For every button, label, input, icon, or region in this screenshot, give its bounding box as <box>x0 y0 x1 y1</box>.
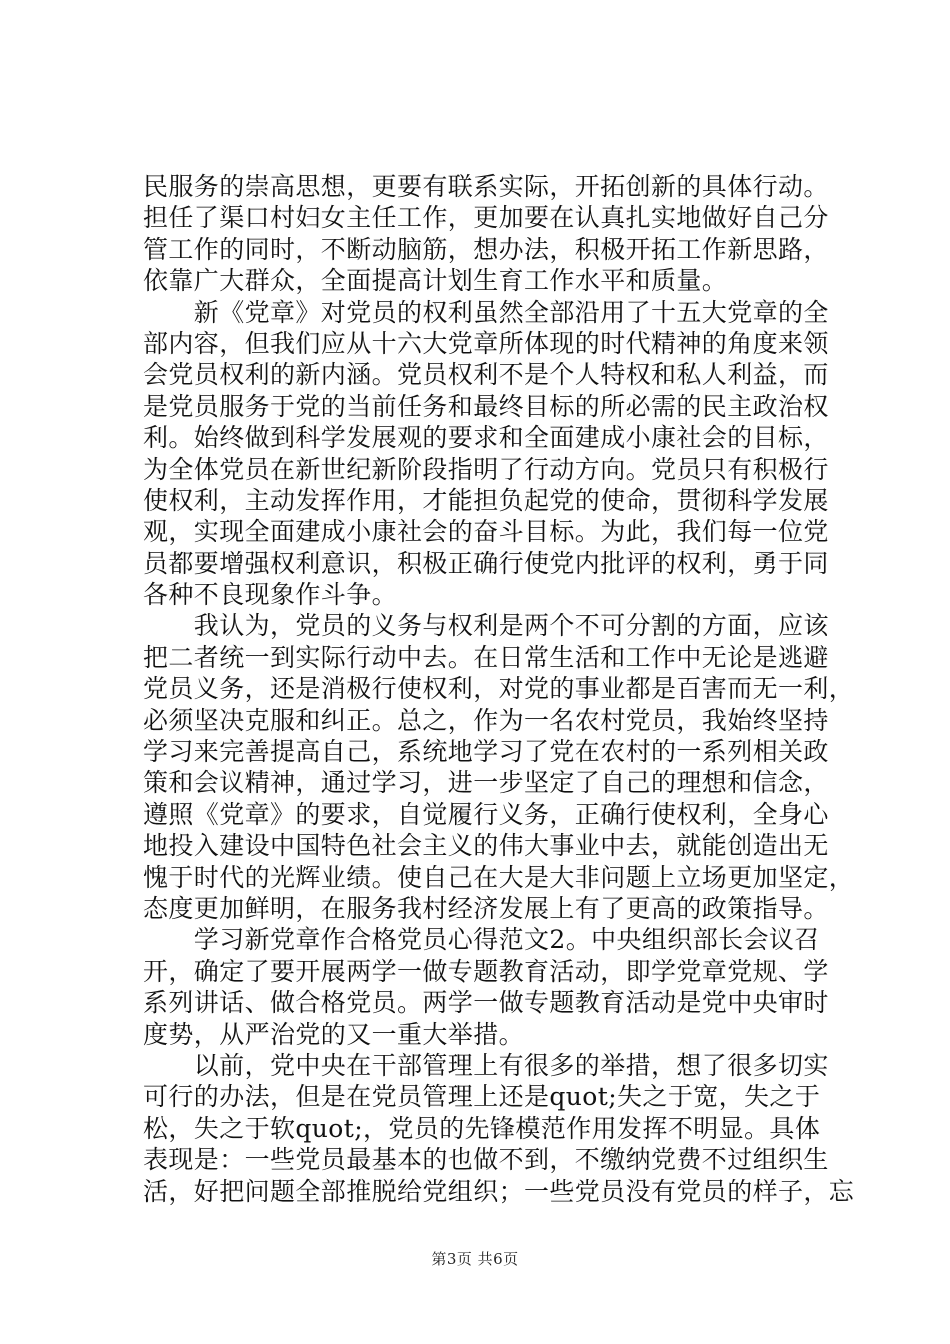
text-line: 遵照《党章》的要求，自觉履行义务，正确行使权利，全身心 <box>143 799 829 829</box>
text-line: 为全体党员在新世纪新阶段指明了行动方向。党员只有积极行 <box>143 454 829 484</box>
text-line: 利。始终做到科学发展观的要求和全面建成小康社会的目标， <box>143 423 829 453</box>
text-line: 是党员服务于党的当前任务和最终目标的所必需的民主政治权 <box>143 391 829 421</box>
text-line: 担任了渠口村妇女主任工作，更加要在认真扎实地做好自己分 <box>143 203 829 233</box>
text-line: 员都要增强权利意识，积极正确行使党内批评的权利，勇于同 <box>143 548 829 578</box>
text-line: 部内容，但我们应从十六大党章所体现的时代精神的角度来领 <box>143 328 829 358</box>
text-line: 态度更加鲜明，在服务我村经济发展上有了更高的政策指导。 <box>143 893 829 923</box>
text-line: 民服务的崇高思想，更要有联系实际，开拓创新的具体行动。 <box>143 172 829 201</box>
page-number-footer: 第3页 共6页 <box>431 1250 519 1268</box>
text-line: 学习来完善提高自己，系统地学习了党在农村的一系列相关政 <box>143 737 829 767</box>
text-line: 地投入建设中国特色社会主义的伟大事业中去，就能创造出无 <box>143 831 829 861</box>
body-text <box>143 171 855 1207</box>
text-line: 以前，党中央在干部管理上有很多的举措，想了很多切实 <box>143 1050 829 1080</box>
text-line: 愧于时代的光辉业绩。使自己在大是大非问题上立场更加坚定， <box>143 862 855 892</box>
text-line: 使权利，主动发挥作用，才能担负起党的使命，贯彻科学发展 <box>143 485 829 515</box>
text-line: 策和会议精神，通过学习，进一步坚定了自己的理想和信念， <box>143 768 829 798</box>
text-line: 管工作的同时，不断动脑筋，想办法，积极开拓工作新思路， <box>143 234 829 264</box>
text-line: 观，实现全面建成小康社会的奋斗目标。为此，我们每一位党 <box>143 517 829 547</box>
text-line: 党员义务，还是消极行使权利，对党的事业都是百害而无一利， <box>143 674 855 704</box>
text-line: 可行的办法，但是在党员管理上还是quot;失之于宽，失之于 <box>143 1082 821 1112</box>
text-line: 各种不良现象作斗争。 <box>143 580 398 610</box>
text-line: 必须坚决克服和纠正。总之，作为一名农村党员，我始终坚持 <box>143 705 829 735</box>
text-line: 把二者统一到实际行动中去。在日常生活和工作中无论是逃避 <box>143 642 829 672</box>
text-line: 度势，从严治党的又一重大举措。 <box>143 1019 525 1049</box>
text-line: 我认为，党员的义务与权利是两个不可分割的方面，应该 <box>143 611 829 641</box>
text-line: 活，好把问题全部推脱给党组织；一些党员没有党员的样子，忘 <box>143 1176 855 1206</box>
text-line: 系列讲话、做合格党员。两学一做专题教育活动是党中央审时 <box>143 988 829 1018</box>
text-line: 松，失之于软quot;，党员的先锋模范作用发挥不明显。具体 <box>143 1113 821 1143</box>
text-line: 新《党章》对党员的权利虽然全部沿用了十五大党章的全 <box>143 297 829 327</box>
text-line: 会党员权利的新内涵。党员权利不是个人特权和私人利益，而 <box>143 360 829 390</box>
text-line: 开，确定了要开展两学一做专题教育活动，即学党章党规、学 <box>143 956 829 986</box>
text-line: 学习新党章作合格党员心得范文2。中央组织部长会议召 <box>143 925 820 955</box>
text-line: 依靠广大群众，全面提高计划生育工作水平和质量。 <box>143 266 728 296</box>
text-line: 表现是：一些党员最基本的也做不到，不缴纳党费不过组织生 <box>143 1145 829 1175</box>
